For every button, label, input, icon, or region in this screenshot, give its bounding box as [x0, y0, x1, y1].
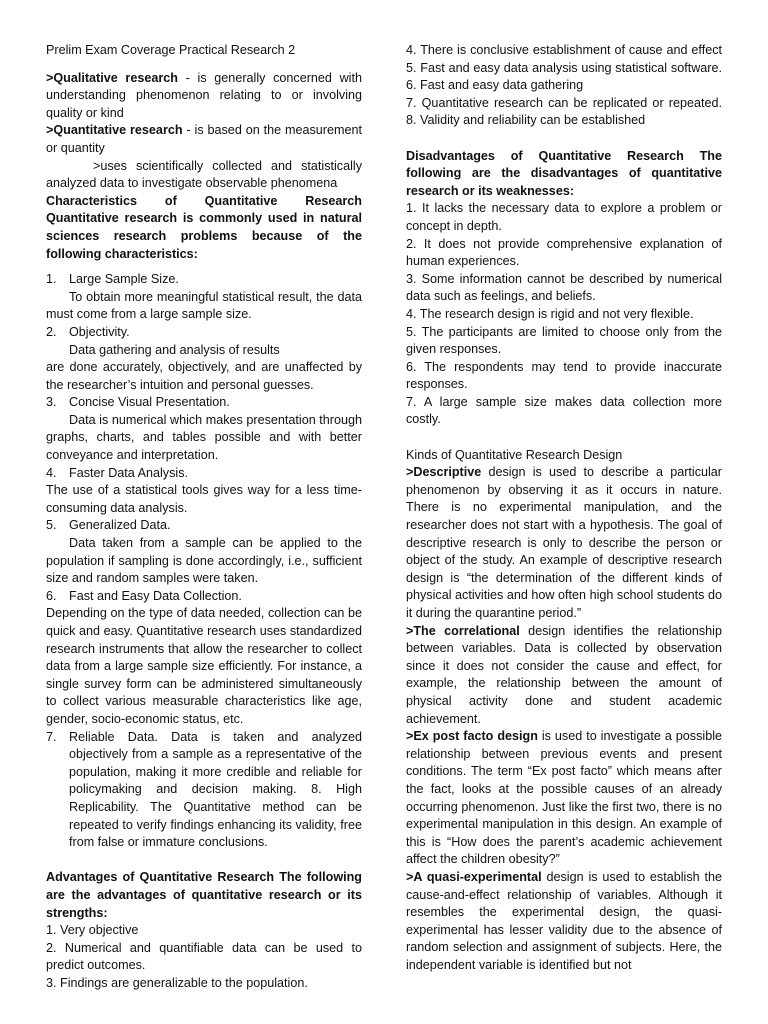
char-2-text-a: Data gathering and analysis of results: [69, 342, 280, 357]
char-3-heading: 3. Concise Visual Presentation.: [46, 395, 230, 410]
char-2-heading: 2. Objectivity.: [46, 324, 130, 339]
char-7-text: Reliable Data. Data is taken and analyzed objectively from a sample as a representative of the population, making it more credible and reliable for policymaking and decision making. 8. High Replicability. The Quantitative method can be repeated to verify findings enhancing its validity, free from false or immature conclusions.: [69, 729, 362, 850]
char-4-text: The use of a statistical tools gives way for a less time-consuming data analysis.: [46, 483, 362, 515]
quasi-experimental-design: [406, 869, 722, 975]
quasi-experimental-text: design is used to establish the cause-and-effect relationship of variables. Although it resembles the experimental design, the quasi-experimental has lesser validity due to the absence of random selection and assignment of subjects. Here, the independent variable is identified but not: [406, 869, 722, 972]
quantitative-text: - is based on the measurement or quantity: [46, 123, 362, 155]
ex-post-facto-text: is used to investigate a possible relationship between previous events and present conditions. The term “Ex post facto” which means after the fact, looks at the possible causes of an already occurring phenomenon. Just like the first two, there is no experimental manipulation in this design. An example of this is “How does the parent’s academic achievement affect the children obesity?”: [406, 729, 722, 867]
left-column: [46, 42, 362, 992]
char-7-item: 7. Reliable Data. Data is taken and analyzed objectively from a sample as a representative of the population, making it more credible and reliable for policymaking and decision making. 8. High Replicability. The Quantitative method can be repeated to verify findings enhancing its validity, free from false or immature conclusions.: [46, 729, 362, 850]
descriptive-term: >Descriptive: [406, 465, 482, 480]
char-3-text: Data is numerical which makes presentation through graphs, charts, and tables possible and with better conveyance and interpretation.: [46, 412, 362, 463]
advantage-2: 2. Numerical and quantifiable data can be used to predict outcomes.: [46, 940, 362, 973]
quantitative-subpoint: >uses scientifically collected and statistically analyzed data to investigate observable phenomena: [46, 158, 362, 191]
disadvantage-2: 2. It does not provide comprehensive explanation of human experiences.: [406, 236, 722, 269]
char-5-heading: 5. Generalized Data.: [46, 518, 171, 533]
ex-post-facto-design: [406, 728, 722, 869]
correlational-term: >The correlational: [406, 623, 520, 638]
disadvantage-7: 7. A large sample size makes data collection more costly.: [406, 394, 722, 427]
quantitative-term: >Quantitative research: [46, 123, 183, 138]
qualitative-text: - is generally concerned with understanding phenomenon relating to or involving quality or kind: [46, 70, 362, 120]
characteristics-intro: Characteristics of Quantitative Research Quantitative research is commonly used in natural sciences research problems because of the following characteristics:: [46, 193, 362, 261]
char-2-text-b: are done accurately, objectively, and are unaffected by the researcher’s intuition and personal guesses.: [46, 360, 362, 392]
kinds-heading: Kinds of Quantitative Research Design: [406, 447, 623, 462]
correlational-text: design identifies the relationship between variables. Data is collected by observation since it does not consider the cause and effect, for example, the relationship between the amount of physical activity done and student academic achievement.: [406, 623, 722, 726]
disadvantage-3: 3. Some information cannot be described by numerical data such as feelings, and beliefs.: [406, 271, 722, 304]
disadvantage-1: 1. It lacks the necessary data to explore a problem or concept in depth.: [406, 201, 722, 233]
correlational-design: [406, 623, 722, 729]
descriptive-text: design is used to describe a particular phenomenon by observing it as it occurs in nature. There is no experimental manipulation, and the researcher does not start with a hypothesis. The goal of descriptive research is only to describe the person or object of the study. An example of descriptive research design is “the determination of the different kinds of physical activities and how often high school students do it during the quarantine period.”: [406, 465, 722, 620]
advantage-3: 3. Findings are generalizable to the population.: [46, 975, 308, 990]
qualitative-term: >Qualitative research: [46, 70, 178, 85]
document-title: Prelim Exam Coverage Practical Research 2: [46, 43, 296, 57]
char-5-text: Data taken from a sample can be applied to the population if sampling is done accordingly, i.e., sufficient size and random samples were taken.: [46, 536, 362, 586]
advantages-intro: Advantages of Quantitative Research The following are the advantages of quantitative research or its strengths:: [46, 870, 362, 920]
advantage-4-6: 4. There is conclusive establishment of cause and effect 5. Fast and easy data analysis using statistical software. 6. Fast and easy data gathering: [406, 43, 722, 93]
quasi-experimental-term: >A quasi-experimental: [406, 869, 542, 884]
qualitative-definition: [46, 70, 362, 123]
advantage-7-8: 7. Quantitative research can be replicated or repeated. 8. Validity and reliability can be established: [406, 95, 722, 128]
ex-post-facto-term: >Ex post facto design: [406, 729, 538, 744]
disadvantage-4: 4. The research design is rigid and not very flexible.: [406, 306, 694, 321]
advantage-1: 1. Very objective: [46, 923, 139, 938]
char-4-heading: 4. Faster Data Analysis.: [46, 465, 188, 480]
descriptive-design: [406, 464, 722, 622]
char-1-text: To obtain more meaningful statistical result, the data must come from a large sample size.: [46, 289, 362, 322]
disadvantages-intro: Disadvantages of Quantitative Research The following are the disadvantages of quantitative research or its weaknesses:: [406, 148, 722, 198]
char-6-heading: 6. Fast and Easy Data Collection.: [46, 588, 242, 603]
disadvantage-6: 6. The respondents may tend to provide inaccurate responses.: [406, 359, 722, 392]
disadvantage-5: 5. The participants are limited to choose only from the given responses.: [406, 324, 722, 357]
quantitative-definition: [46, 122, 362, 157]
right-column: [406, 42, 722, 974]
char-1-heading: 1. Large Sample Size.: [46, 272, 179, 287]
char-6-text: Depending on the type of data needed, collection can be quick and easy. Quantitative research uses standardized research instruments that allow the researcher to collect data from a large sample size efficiently. For instance, a single survey form can be administered simultaneously to collect various measurable characteristics like age, gender, socio-economic status, etc.: [46, 606, 362, 726]
